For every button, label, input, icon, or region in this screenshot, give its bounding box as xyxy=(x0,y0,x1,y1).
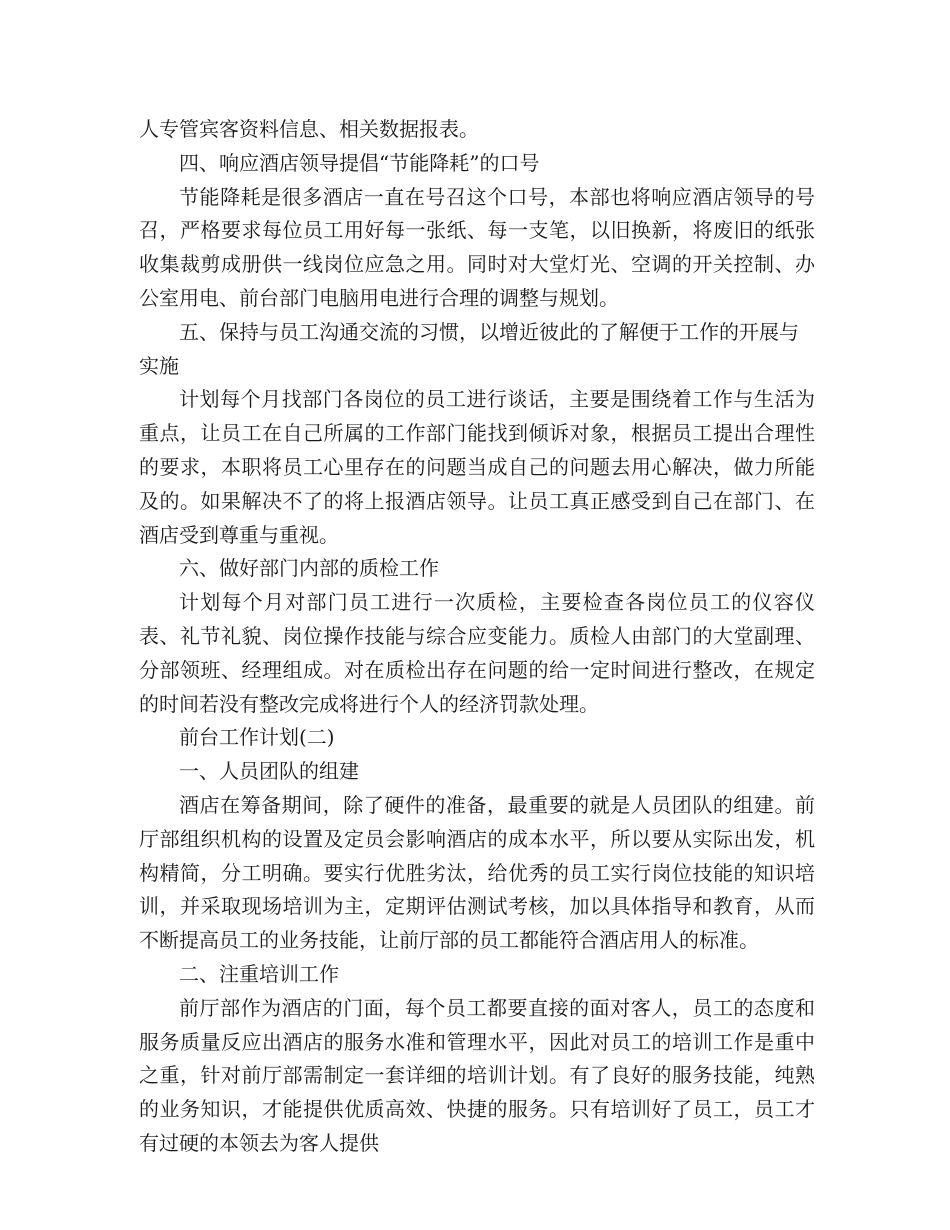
paragraph-staff-communication: 计划每个月找部门各岗位的员工进行谈话，主要是围绕着工作与生活为重点，让员工在自己所属的工作部门能找到倾诉对象，根据员工提出合理性的要求，本职将员工心里存在的问题当成自己的问题去用心解决，做力所能及的。如果解决不了的将上报酒店领导。让员工真正感受到自己在部门、在酒店受到尊重与重视。 xyxy=(139,387,815,547)
paragraph-training: 前厅部作为酒店的门面，每个员工都要直接的面对客人，员工的态度和服务质量反应出酒店的服务水准和管理水平，因此对员工的培训工作是重中之重，针对前厅部需制定一套详细的培训计划。有了良好的服务技能，纯熟的业务知识，才能提供优质高效、快捷的服务。只有培训好了员工，员工才有过硬的本领去为客人提供 xyxy=(139,995,815,1155)
paragraph-quality-inspection: 计划每个月对部门员工进行一次质检，主要检查各岗位员工的仪容仪表、礼节礼貌、岗位操作技能与综合应变能力。质检人由部门的大堂副理、分部领班、经理组成。对在质检出存在问题的给一定时间进行整改，在规定的时间若没有整改完成将进行个人的经济罚款处理。 xyxy=(139,590,815,716)
section-heading-six: 六、做好部门内部的质检工作 xyxy=(179,556,439,581)
paragraph-team-building: 酒店在筹备期间，除了硬件的准备，最重要的就是人员团队的组建。前厅部组织机构的设置及定员会影响酒店的成本水平，所以要从实际出发，机构精简，分工明确。要实行优胜劣汰，给优秀的员工实行岗位技能的知识培训，并采取现场培训为主，定期评估测试考核，加以具体指导和教育，从而不断提高员工的业务技能，让前厅部的员工都能符合酒店用人的标准。 xyxy=(139,792,815,953)
paragraph-energy-saving: 节能降耗是很多酒店一直在号召这个口号，本部也将响应酒店领导的号召，严格要求每位员工用好每一张纸、每一支笔，以旧换新，将废旧的纸张收集裁剪成册供一线岗位应急之用。同时对大堂灯光、空调的开关控制、办公室用电、前台部门电脑用电进行合理的调整与规划。 xyxy=(139,184,815,310)
section-heading-one: 一、人员团队的组建 xyxy=(179,759,359,784)
document-body xyxy=(139,113,815,1161)
section-heading-four: 四、响应酒店领导提倡“节能降耗”的口号 xyxy=(179,150,540,175)
paragraph-continuation: 人专管宾客资料信息、相关数据报表。 xyxy=(139,117,479,141)
section-heading-two: 二、注重培训工作 xyxy=(179,961,339,986)
plan-two-title: 前台工作计划(二) xyxy=(179,725,335,750)
section-heading-five: 五、保持与员工沟通交流的习惯，以增近彼此的了解便于工作的开展与实施 xyxy=(139,319,799,378)
